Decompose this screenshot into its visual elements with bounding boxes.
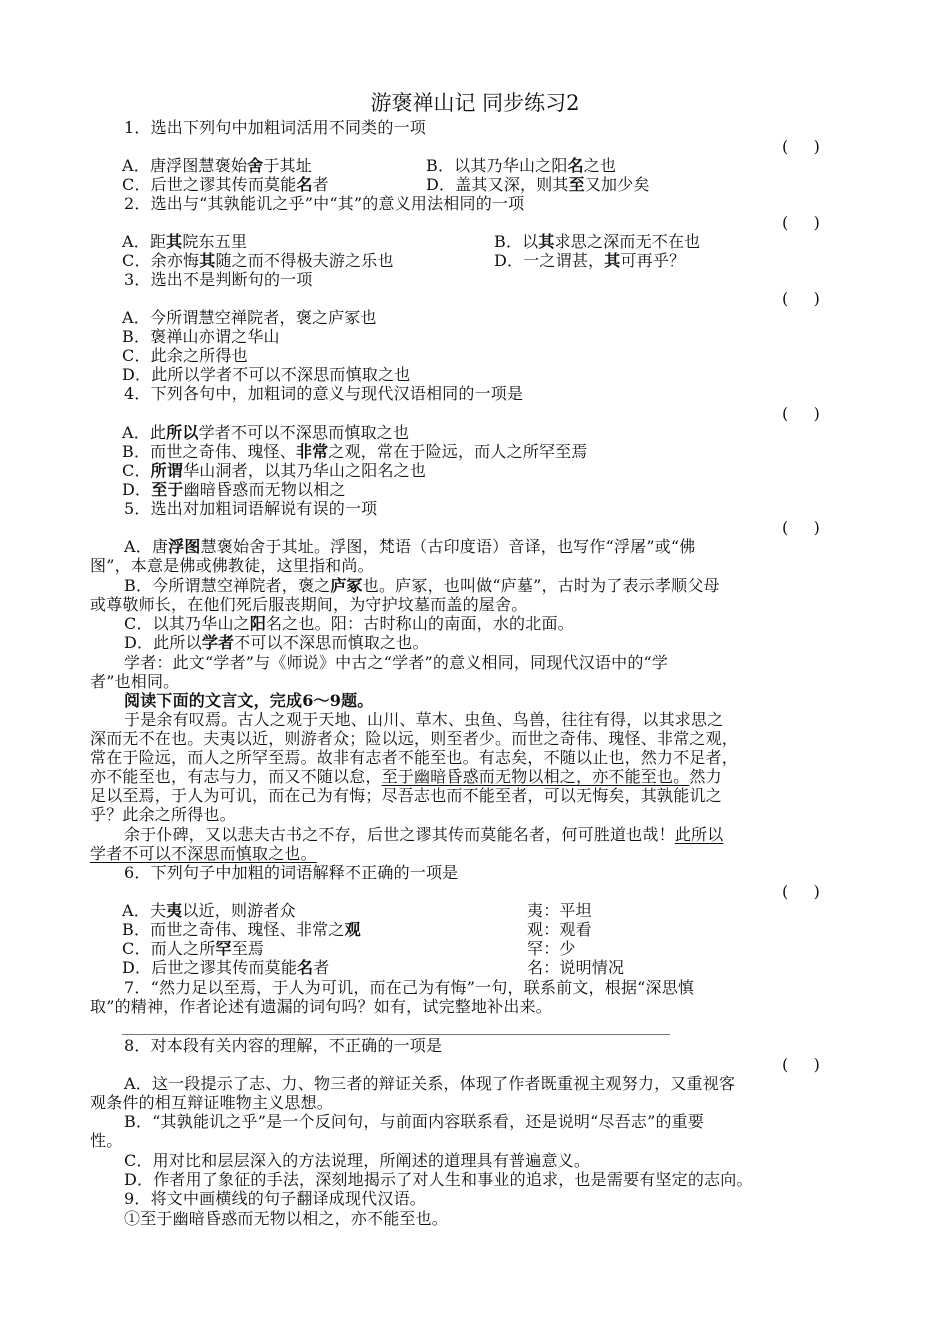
passage-line: 亦不能至也，有志与力，而又不随以怠，至于幽暗昏惑而无物以相之，亦不能至也。然力 [90,767,722,786]
q6-stem: 6．下列句子中加粗的词语解释不正确的一项是 [124,863,459,882]
q6-option-c-explanation: 罕：少 [527,939,576,958]
q8-option-d: D．作者用了象征的手法，深刻地揭示了对人生和事业的追求，也是需要有坚定的志向。 [124,1170,753,1189]
reading-heading: 阅读下面的文言文，完成6～9题。 [124,691,374,710]
underlined-sentence-2-part2: 学者不可以不深思而慎取之也。 [90,844,317,863]
passage-line: 乎？此余之所得也。 [90,805,236,824]
q9-stem: 9．将文中画横线的句子翻译成现代汉语。 [124,1189,426,1208]
q3-option-b: B．褒禅山亦谓之华山 [122,327,280,346]
underlined-sentence-1: 至于幽暗昏惑而无物以相之，亦不能至也。 [381,767,690,786]
q4-option-c: C．所谓华山洞者，以其乃华山之阳名之也 [122,461,427,480]
q8-option-b-cont: 性。 [90,1131,123,1150]
q1-option-d: D．盖其又深，则其至又加少矣 [426,175,650,194]
q8-option-c: C．用对比和层层深入的方法说理，所阐述的道理具有普遍意义。 [124,1151,591,1170]
q7-stem-cont: 取”的精神，作者论述有遗漏的词句吗？如有，试完整地补出来。 [90,997,552,1016]
passage-line: 于是余有叹焉。古人之观于天地、山川、草木、虫鱼、鸟兽，往往有得，以其求思之 [124,710,724,729]
q2-option-b: B．以其求思之深而无不在也 [494,232,701,251]
q4-option-a: A．此所以学者不可以不深思而慎取之也 [122,423,410,442]
underlined-sentence-2-part1: 此所以 [674,825,724,844]
q2-stem: 2．选出与“其孰能讥之乎”中“其”的意义用法相同的一项 [124,194,525,213]
q3-option-d: D．此所以学者不可以不深思而慎取之也 [122,365,411,384]
q1-option-b: B．以其乃华山之阳名之也 [426,156,617,175]
q3-stem: 3．选出不是判断句的一项 [124,270,313,289]
q2-option-a: A．距其院东五里 [122,232,248,251]
q6-option-c: C．而人之所罕至焉 [122,939,265,958]
page-title: 游褒禅山记 同步练习2 [370,91,580,115]
q5-option-c: C．以其乃华山之阳名之也。阳：古时称山的南面，水的北面。 [124,614,574,633]
q5-stem: 5．选出对加粗词语解说有误的一项 [124,499,378,518]
q3-option-c: C．此余之所得也 [122,346,248,365]
q3-answer-paren: ( ) [782,289,820,308]
q2-option-c: C．余亦悔其随之而不得极夫游之乐也 [122,251,394,270]
q8-option-a-cont: 观条件的相互辩证唯物主义思想。 [90,1093,334,1112]
q6-option-d-explanation: 名：说明情况 [527,958,625,977]
q6-option-b-explanation: 观：观看 [527,920,592,939]
q9-sentence-1: ①至于幽暗昏惑而无物以相之，亦不能至也。 [124,1209,449,1228]
q1-option-c: C．后世之谬其传而莫能名者 [122,175,329,194]
q4-option-d: D．至于幽暗昏惑而无物以相之 [122,480,346,499]
q4-stem: 4．下列各句中，加粗词的意义与现代汉语相同的一项是 [124,384,524,403]
q2-answer-paren: ( ) [782,213,820,232]
q8-answer-paren: ( ) [782,1055,820,1074]
q7-answer-line[interactable] [122,1034,670,1035]
q8-stem: 8．对本段有关内容的理解，不正确的一项是 [124,1036,443,1055]
q6-option-a: A．夫夷以近，则游者众 [122,901,296,920]
q4-option-b: B．而世之奇伟、瑰怪、非常之观，常在于险远，而人之所罕至焉 [122,442,588,461]
q5-option-a: A．唐浮图慧褒始舍于其址。浮图，梵语（古印度语）音译，也写作“浮屠”或“佛 [124,537,696,556]
passage-line: 足以至焉，于人为可讥，而在己为有悔；尽吾志也而不能至者，可以无悔矣，其孰能讥之 [90,786,722,805]
passage-line: 余于仆碑，又以悲夫古书之不存，后世之谬其传而莫能名者，何可胜道也哉！此所以 [124,825,724,844]
q5-option-a-cont: 图”，本意是佛或佛教徒，这里指和尚。 [90,556,374,575]
q5-option-d-note: 学者：此文“学者”与《师说》中古之“学者”的意义相同，同现代汉语中的“学 [124,653,669,672]
q5-answer-paren: ( ) [782,518,820,537]
q1-answer-paren: ( ) [782,137,820,156]
q5-option-d: D．此所以学者不可以不深思而慎取之也。 [124,633,429,652]
q3-option-a: A．今所谓慧空禅院者，褒之庐冢也 [122,308,377,327]
q8-option-b: B．“其孰能讥之乎”是一个反问句，与前面内容联系看，还是说明“尽吾志”的重要 [124,1112,705,1131]
q1-stem: 1．选出下列句中加粗词活用不同类的一项 [124,118,426,137]
q2-option-d: D．一之谓甚，其可再乎？ [494,251,686,270]
q5-option-d-note-cont: 者”也相同。 [90,672,180,691]
q5-option-b-cont: 或尊敬师长，在他们死后服丧期间，为守护坟墓而盖的屋舍。 [90,595,528,614]
q4-answer-paren: ( ) [782,404,820,423]
q1-option-a: A．唐浮图慧褒始舍于其址 [122,156,312,175]
q6-option-b: B．而世之奇伟、瑰怪、非常之观 [122,920,361,939]
passage-line: 常在于险远，而人之所罕至焉。故非有志者不能至也。有志矣，不随以止也，然力不足者， [90,748,739,767]
q6-option-d: D．后世之谬其传而莫能名者 [122,958,330,977]
passage-line: 深而无不在也。夫夷以近，则游者众；险以远，则至者少。而世之奇伟、瑰怪、非常之观， [90,729,739,748]
q7-stem: 7．“然力足以至焉，于人为可讥，而在己为有悔”一句，联系前文，根据“深思慎 [124,978,695,997]
passage-line [90,844,317,863]
q6-option-a-explanation: 夷：平坦 [527,901,592,920]
q5-option-b: B．今所谓慧空禅院者，褒之庐冢也。庐冢，也叫做“庐墓”，古时为了表示孝顺父母 [124,576,720,595]
q6-answer-paren: ( ) [782,882,820,901]
q8-option-a: A．这一段提示了志、力、物三者的辩证关系，体现了作者既重视主观努力，又重视客 [124,1074,736,1093]
